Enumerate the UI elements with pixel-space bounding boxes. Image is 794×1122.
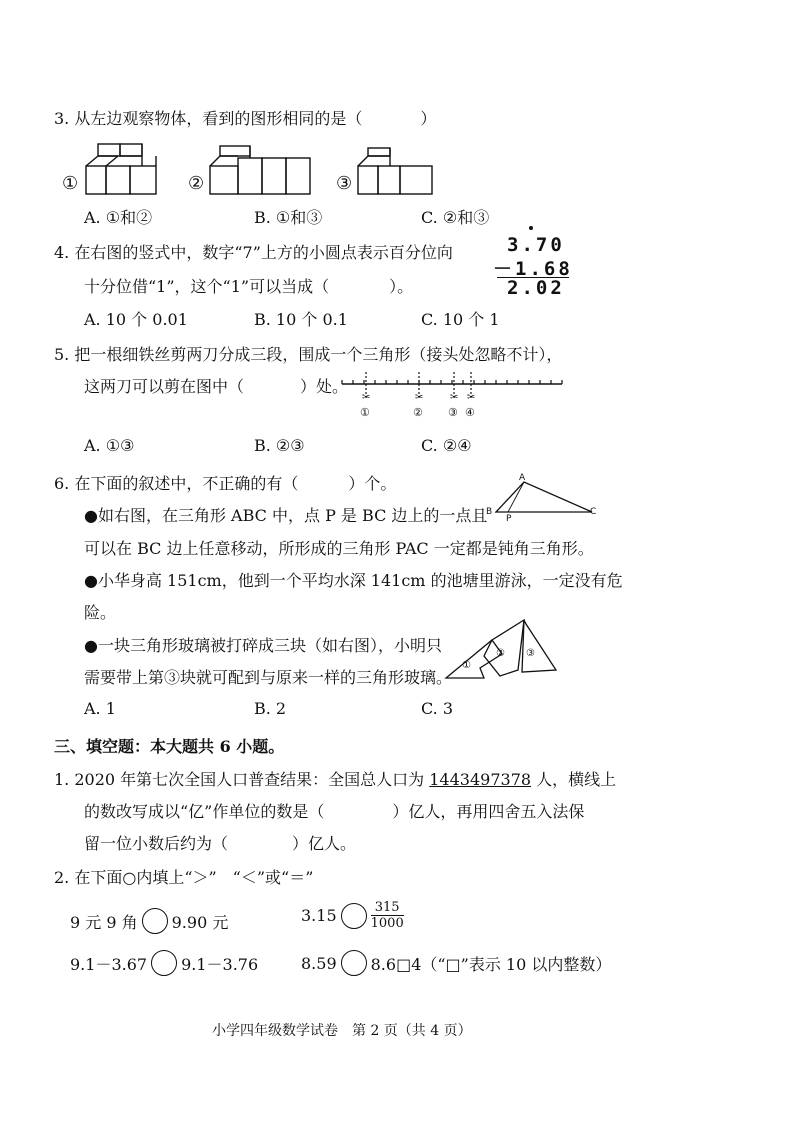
compare-circle-3[interactable] bbox=[151, 950, 177, 976]
s3-q1-line2: 的数改写成以“亿”作单位的数是（ ）亿人，再用四舍五入法保 bbox=[84, 802, 585, 821]
compare-circle-4[interactable] bbox=[341, 950, 367, 976]
page-footer: 小学四年级数学试卷 第 2 页（共 4 页） bbox=[212, 1023, 472, 1039]
svg-text:✂: ✂ bbox=[467, 392, 476, 403]
q6-option-a[interactable]: A. 1 bbox=[84, 699, 116, 718]
q5-line2: 这两刀可以剪在图中（ ）处。 bbox=[84, 377, 349, 396]
calc-top: 3.70 bbox=[507, 234, 565, 256]
q6-option-c[interactable]: C. 3 bbox=[421, 699, 454, 718]
q5-mark-1: ① bbox=[360, 406, 370, 419]
calc-result: 2.02 bbox=[507, 277, 565, 299]
fraction: 315 1000 bbox=[370, 900, 404, 931]
q3-stem-line: 3. 从左边观察物体，看到的图形相同的是（ ） bbox=[54, 109, 437, 128]
q5-option-c[interactable]: C. ②④ bbox=[421, 436, 472, 455]
q6-bullet1-line2: 可以在 BC 边上任意移动，所形成的三角形 PAC 一定都是钝角三角形。 bbox=[84, 539, 594, 558]
calc-minus: －1.68 bbox=[493, 258, 573, 280]
borrow-dot bbox=[529, 226, 533, 230]
svg-text:✂: ✂ bbox=[415, 392, 424, 403]
population-number: 1443497378 bbox=[429, 770, 532, 789]
compare-row-1: 9 元 9 角 9.90 元 bbox=[70, 908, 228, 934]
q6-option-b[interactable]: B. 2 bbox=[254, 699, 287, 718]
q3-label-2: ② bbox=[188, 173, 205, 194]
section3-title: 三、填空题：本大题共 6 小题。 bbox=[54, 737, 285, 756]
q3-figure-1 bbox=[80, 142, 160, 198]
compare-row-3: 9.1－3.67 9.1－3.76 bbox=[70, 950, 258, 976]
triangle-label-b: B bbox=[486, 507, 493, 517]
q5-mark-2: ② bbox=[413, 406, 423, 419]
q6-bullet3-line2: 需要带上第③块就可配到与原来一样的三角形玻璃。 bbox=[84, 668, 453, 687]
triangle-label-c: C bbox=[590, 507, 597, 517]
q3-option-c[interactable]: C. ②和③ bbox=[421, 208, 490, 227]
q4-line2: 十分位借“1”，这个“1”可以当成（ ）。 bbox=[84, 277, 414, 296]
q3-option-b[interactable]: B. ①和③ bbox=[254, 208, 323, 227]
q6-bullet2-line2: 险。 bbox=[84, 603, 117, 622]
s3-q1-line1: 1. 2020 年第七次全国人口普查结果：全国总人口为 1443497378 人，横线上 bbox=[54, 770, 617, 789]
q3-figure-3 bbox=[354, 148, 436, 198]
q3-label-1: ① bbox=[62, 173, 79, 194]
q6-bullet2-line1: ●小华身高 151cm，他到一个平均水深 141cm 的池塘里游泳，一定没有危 bbox=[84, 571, 623, 590]
s3-q1-line3: 留一位小数后约为（ ）亿人。 bbox=[84, 834, 357, 853]
compare-row-4: 8.59 8.6□4（“□”表示 10 以内整数） bbox=[301, 950, 611, 976]
q6-triangle-abc bbox=[488, 474, 600, 526]
s3-q2-stem: 2. 在下面○内填上“＞” “＜”或“＝” bbox=[54, 868, 314, 887]
q4-vertical-calculation bbox=[493, 226, 573, 298]
svg-text:✂: ✂ bbox=[362, 392, 371, 403]
q5-line1: 5. 把一根细铁丝剪两刀分成三段，围成一个三角形（接头处忽略不计）， bbox=[54, 345, 563, 364]
compare-row-2: 3.15 315 1000 bbox=[301, 900, 404, 931]
q4-option-a[interactable]: A. 10 个 0.01 bbox=[84, 310, 188, 329]
q3-option-a[interactable]: A. ①和② bbox=[84, 208, 153, 227]
q3-figure-2 bbox=[206, 144, 316, 198]
q4-line1: 4. 在右图的竖式中，数字“7”上方的小圆点表示百分位向 bbox=[54, 243, 453, 262]
svg-text:✂: ✂ bbox=[450, 392, 459, 403]
q6-bullet1-line1: ●如右图，在三角形 ABC 中，点 P 是 BC 边上的一点且 bbox=[84, 506, 488, 525]
q5-option-b[interactable]: B. ②③ bbox=[254, 436, 305, 455]
q6-bullet3-line1: ●一块三角形玻璃被打碎成三块（如右图），小明只 bbox=[84, 636, 442, 655]
compare-circle-1[interactable] bbox=[142, 908, 168, 934]
q5-mark-4: ④ bbox=[465, 406, 475, 419]
glass-piece-1: ① bbox=[462, 660, 471, 671]
triangle-label-p: P bbox=[506, 514, 512, 524]
glass-piece-2: ② bbox=[496, 648, 505, 659]
q5-option-a[interactable]: A. ①③ bbox=[84, 436, 135, 455]
q3-label-3: ③ bbox=[336, 173, 353, 194]
q5-mark-3: ③ bbox=[448, 406, 458, 419]
q4-option-b[interactable]: B. 10 个 0.1 bbox=[254, 310, 348, 329]
compare-circle-2[interactable] bbox=[341, 903, 367, 929]
q4-option-c[interactable]: C. 10 个 1 bbox=[421, 310, 500, 329]
q6-stem-line: 6. 在下面的叙述中，不正确的有（ ）个。 bbox=[54, 474, 397, 493]
triangle-label-a: A bbox=[519, 473, 526, 483]
glass-piece-3: ③ bbox=[526, 648, 535, 659]
